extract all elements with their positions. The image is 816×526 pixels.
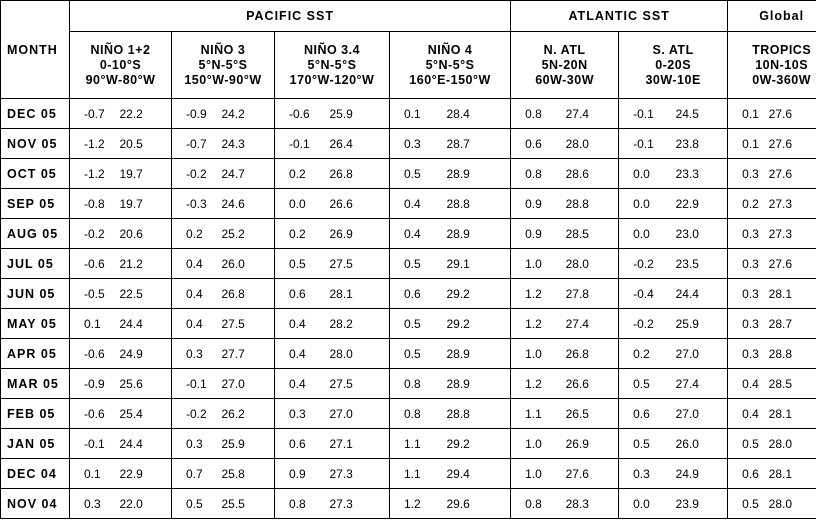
anomaly-cell: 0.4 bbox=[275, 309, 330, 339]
sst-value-cell: 22.9 bbox=[676, 189, 728, 219]
table-body bbox=[1, 99, 816, 519]
anomaly-cell: 0.0 bbox=[619, 189, 676, 219]
month-label: JAN 05 bbox=[1, 429, 70, 459]
anomaly-cell: -0.3 bbox=[172, 189, 222, 219]
sst-value-cell: 28.9 bbox=[447, 369, 511, 399]
anomaly-cell: -0.5 bbox=[70, 279, 120, 309]
group-header-row bbox=[1, 1, 816, 32]
sst-value-cell: 24.4 bbox=[120, 429, 172, 459]
sst-value-cell: 27.1 bbox=[330, 429, 390, 459]
anomaly-cell: -0.2 bbox=[172, 159, 222, 189]
region-header-line: 0-20S bbox=[655, 57, 692, 72]
table-row bbox=[1, 369, 816, 399]
sst-value-cell: 22.5 bbox=[120, 279, 172, 309]
month-label: FEB 05 bbox=[1, 399, 70, 429]
sst-value-cell: 26.0 bbox=[222, 249, 275, 279]
sst-value-cell: 26.6 bbox=[330, 189, 390, 219]
sst-value-cell: 27.4 bbox=[566, 309, 619, 339]
sst-value-cell: 27.0 bbox=[676, 399, 728, 429]
anomaly-cell: -1.2 bbox=[70, 159, 120, 189]
anomaly-cell: 0.0 bbox=[619, 489, 676, 519]
anomaly-cell: -0.2 bbox=[619, 249, 676, 279]
sst-value-cell: 28.8 bbox=[566, 189, 619, 219]
month-label: DEC 04 bbox=[1, 459, 70, 489]
month-label: MAY 05 bbox=[1, 309, 70, 339]
anomaly-cell: 0.5 bbox=[728, 429, 769, 459]
sst-value-cell: 19.7 bbox=[120, 189, 172, 219]
anomaly-cell: 0.6 bbox=[728, 459, 769, 489]
sst-value-cell: 28.0 bbox=[566, 249, 619, 279]
region-header-line: TROPICS bbox=[752, 42, 812, 57]
sst-value-cell: 26.9 bbox=[566, 429, 619, 459]
table-row bbox=[1, 399, 816, 429]
sst-value-cell: 25.6 bbox=[120, 369, 172, 399]
sst-value-cell: 23.0 bbox=[676, 219, 728, 249]
anomaly-cell: -0.4 bbox=[619, 279, 676, 309]
anomaly-cell: -0.2 bbox=[70, 219, 120, 249]
region-header-line: NIÑO 3.4 bbox=[303, 42, 361, 57]
sst-value-cell: 28.1 bbox=[769, 279, 816, 309]
anomaly-cell: 0.4 bbox=[390, 189, 447, 219]
sst-value-cell: 25.2 bbox=[222, 219, 275, 249]
anomaly-cell: 0.5 bbox=[619, 369, 676, 399]
sst-value-cell: 28.0 bbox=[330, 339, 390, 369]
anomaly-cell: 0.3 bbox=[390, 129, 447, 159]
sst-value-cell: 27.6 bbox=[769, 99, 816, 129]
group-header-pacific: PACIFIC SST bbox=[70, 1, 511, 32]
sst-value-cell: 24.9 bbox=[120, 339, 172, 369]
anomaly-cell: -0.7 bbox=[172, 129, 222, 159]
anomaly-cell: 0.4 bbox=[390, 219, 447, 249]
anomaly-cell: 0.5 bbox=[172, 489, 222, 519]
sst-value-cell: 24.9 bbox=[676, 459, 728, 489]
anomaly-cell: -0.1 bbox=[172, 369, 222, 399]
sst-value-cell: 24.4 bbox=[676, 279, 728, 309]
region-header-line: 150°W-90°W bbox=[184, 72, 262, 87]
sst-value-cell: 26.8 bbox=[222, 279, 275, 309]
month-label: AUG 05 bbox=[1, 219, 70, 249]
anomaly-cell: 0.2 bbox=[172, 219, 222, 249]
region-header-line: 5N-20N bbox=[541, 57, 588, 72]
sst-value-cell: 22.0 bbox=[120, 489, 172, 519]
table-row bbox=[1, 99, 816, 129]
anomaly-cell: -0.9 bbox=[70, 369, 120, 399]
sst-value-cell: 28.7 bbox=[769, 309, 816, 339]
anomaly-cell: -0.9 bbox=[172, 99, 222, 129]
anomaly-cell: 0.7 bbox=[172, 459, 222, 489]
region-header-line: 90°W-80°W bbox=[85, 72, 156, 87]
month-label: NOV 04 bbox=[1, 489, 70, 519]
anomaly-cell: -1.2 bbox=[70, 129, 120, 159]
anomaly-cell: 0.5 bbox=[390, 339, 447, 369]
anomaly-cell: 0.3 bbox=[619, 459, 676, 489]
sst-value-cell: 24.6 bbox=[222, 189, 275, 219]
region-header-line: 30W-10E bbox=[645, 72, 701, 87]
sst-value-cell: 27.5 bbox=[330, 369, 390, 399]
sst-value-cell: 27.0 bbox=[330, 399, 390, 429]
anomaly-cell: 0.2 bbox=[619, 339, 676, 369]
anomaly-cell: 0.4 bbox=[728, 369, 769, 399]
anomaly-cell: -0.7 bbox=[70, 99, 120, 129]
anomaly-cell: 1.1 bbox=[511, 399, 566, 429]
anomaly-cell: 0.0 bbox=[619, 159, 676, 189]
anomaly-cell: -0.8 bbox=[70, 189, 120, 219]
sst-value-cell: 27.3 bbox=[769, 189, 816, 219]
sst-value-cell: 29.1 bbox=[447, 249, 511, 279]
region-header-line: 5°N-5°S bbox=[198, 57, 248, 72]
anomaly-cell: 0.2 bbox=[275, 219, 330, 249]
anomaly-cell: 0.0 bbox=[619, 219, 676, 249]
month-label: OCT 05 bbox=[1, 159, 70, 189]
anomaly-cell: 0.5 bbox=[275, 249, 330, 279]
sst-value-cell: 26.6 bbox=[566, 369, 619, 399]
anomaly-cell: 0.3 bbox=[275, 399, 330, 429]
month-label: JUL 05 bbox=[1, 249, 70, 279]
sst-value-cell: 28.1 bbox=[769, 399, 816, 429]
region-header-line: N. ATL bbox=[543, 42, 586, 57]
anomaly-cell: 0.3 bbox=[172, 339, 222, 369]
anomaly-cell: -0.1 bbox=[70, 429, 120, 459]
sst-value-cell: 29.6 bbox=[447, 489, 511, 519]
sst-value-cell: 27.7 bbox=[222, 339, 275, 369]
sst-value-cell: 27.6 bbox=[769, 249, 816, 279]
sst-value-cell: 26.8 bbox=[330, 159, 390, 189]
sst-value-cell: 26.5 bbox=[566, 399, 619, 429]
anomaly-cell: 1.1 bbox=[390, 429, 447, 459]
sst-value-cell: 28.7 bbox=[447, 129, 511, 159]
sst-value-cell: 28.8 bbox=[447, 189, 511, 219]
sst-value-cell: 28.3 bbox=[566, 489, 619, 519]
anomaly-cell: -0.6 bbox=[275, 99, 330, 129]
anomaly-cell: 1.2 bbox=[511, 369, 566, 399]
sst-value-cell: 29.2 bbox=[447, 429, 511, 459]
region-header-line: 0W-360W bbox=[752, 72, 812, 87]
anomaly-cell: 0.6 bbox=[619, 399, 676, 429]
region-header-line: 160°E-150°W bbox=[409, 72, 491, 87]
month-label: SEP 05 bbox=[1, 189, 70, 219]
sst-value-cell: 19.7 bbox=[120, 159, 172, 189]
sst-value-cell: 28.5 bbox=[566, 219, 619, 249]
anomaly-cell: 0.0 bbox=[275, 189, 330, 219]
anomaly-cell: 1.0 bbox=[511, 339, 566, 369]
sst-value-cell: 23.8 bbox=[676, 129, 728, 159]
sst-value-cell: 25.8 bbox=[222, 459, 275, 489]
anomaly-cell: 0.1 bbox=[728, 129, 769, 159]
region-header-line: 60W-30W bbox=[535, 72, 595, 87]
table-row bbox=[1, 189, 816, 219]
sst-value-cell: 24.2 bbox=[222, 99, 275, 129]
anomaly-cell: 0.3 bbox=[728, 339, 769, 369]
sst-value-cell: 27.6 bbox=[769, 159, 816, 189]
region-header-line: NIÑO 3 bbox=[200, 42, 246, 57]
table-row bbox=[1, 219, 816, 249]
sst-value-cell: 27.0 bbox=[676, 339, 728, 369]
anomaly-cell: 0.6 bbox=[511, 129, 566, 159]
month-label: NOV 05 bbox=[1, 129, 70, 159]
anomaly-cell: -0.1 bbox=[619, 129, 676, 159]
anomaly-cell: -0.6 bbox=[70, 399, 120, 429]
sst-value-cell: 24.7 bbox=[222, 159, 275, 189]
month-label: DEC 05 bbox=[1, 99, 70, 129]
region-header-line: S. ATL bbox=[652, 42, 694, 57]
anomaly-cell: 0.8 bbox=[275, 489, 330, 519]
anomaly-cell: 0.1 bbox=[390, 99, 447, 129]
sst-value-cell: 28.4 bbox=[447, 99, 511, 129]
sst-value-cell: 24.5 bbox=[676, 99, 728, 129]
anomaly-cell: 0.3 bbox=[728, 249, 769, 279]
anomaly-cell: 0.5 bbox=[390, 159, 447, 189]
table-row bbox=[1, 489, 816, 519]
table-row bbox=[1, 159, 816, 189]
sst-value-cell: 25.9 bbox=[222, 429, 275, 459]
region-header bbox=[172, 32, 275, 99]
table-row bbox=[1, 459, 816, 489]
anomaly-cell: 0.4 bbox=[172, 309, 222, 339]
anomaly-cell: 0.9 bbox=[511, 189, 566, 219]
region-header-line: 10N-10S bbox=[755, 57, 809, 72]
anomaly-cell: 0.4 bbox=[172, 249, 222, 279]
anomaly-cell: 0.8 bbox=[390, 369, 447, 399]
sst-value-cell: 28.8 bbox=[769, 339, 816, 369]
sst-value-cell: 28.5 bbox=[769, 369, 816, 399]
anomaly-cell: 0.3 bbox=[728, 159, 769, 189]
sst-value-cell: 27.5 bbox=[330, 249, 390, 279]
sst-value-cell: 23.9 bbox=[676, 489, 728, 519]
sst-value-cell: 27.6 bbox=[769, 129, 816, 159]
table-row bbox=[1, 339, 816, 369]
sst-value-cell: 24.4 bbox=[120, 309, 172, 339]
sst-value-cell: 28.6 bbox=[566, 159, 619, 189]
table-row bbox=[1, 129, 816, 159]
month-column-header: MONTH bbox=[1, 1, 70, 99]
region-header-line: 5°N-5°S bbox=[307, 57, 357, 72]
anomaly-cell: 0.3 bbox=[172, 429, 222, 459]
sst-value-cell: 28.1 bbox=[769, 459, 816, 489]
anomaly-cell: 1.2 bbox=[390, 489, 447, 519]
sst-value-cell: 28.0 bbox=[566, 129, 619, 159]
table-row bbox=[1, 309, 816, 339]
anomaly-cell: 0.8 bbox=[511, 99, 566, 129]
sst-value-cell: 25.9 bbox=[330, 99, 390, 129]
sst-value-cell: 27.3 bbox=[330, 489, 390, 519]
sst-value-cell: 23.3 bbox=[676, 159, 728, 189]
anomaly-cell: 0.3 bbox=[728, 219, 769, 249]
sst-value-cell: 21.2 bbox=[120, 249, 172, 279]
anomaly-cell: 0.4 bbox=[275, 369, 330, 399]
sst-value-cell: 28.9 bbox=[447, 339, 511, 369]
table-row bbox=[1, 249, 816, 279]
sst-value-cell: 20.5 bbox=[120, 129, 172, 159]
anomaly-cell: 0.5 bbox=[728, 489, 769, 519]
anomaly-cell: 0.1 bbox=[70, 309, 120, 339]
anomaly-cell: -0.2 bbox=[172, 399, 222, 429]
region-header bbox=[70, 32, 172, 99]
anomaly-cell: 0.4 bbox=[172, 279, 222, 309]
sst-value-cell: 29.2 bbox=[447, 309, 511, 339]
region-header-line: NIÑO 4 bbox=[427, 42, 473, 57]
sst-value-cell: 22.9 bbox=[120, 459, 172, 489]
sst-value-cell: 27.0 bbox=[222, 369, 275, 399]
anomaly-cell: 1.2 bbox=[511, 279, 566, 309]
sst-value-cell: 25.4 bbox=[120, 399, 172, 429]
sst-value-cell: 28.0 bbox=[769, 489, 816, 519]
sst-value-cell: 25.9 bbox=[676, 309, 728, 339]
anomaly-cell: 0.6 bbox=[275, 429, 330, 459]
sst-value-cell: 28.8 bbox=[447, 399, 511, 429]
anomaly-cell: 0.9 bbox=[275, 459, 330, 489]
sst-value-cell: 27.8 bbox=[566, 279, 619, 309]
anomaly-cell: 0.8 bbox=[511, 159, 566, 189]
sst-value-cell: 26.2 bbox=[222, 399, 275, 429]
sst-value-cell: 24.3 bbox=[222, 129, 275, 159]
anomaly-cell: 0.3 bbox=[728, 309, 769, 339]
sst-value-cell: 28.9 bbox=[447, 159, 511, 189]
region-header-line: 0-10°S bbox=[99, 57, 142, 72]
region-header-row bbox=[1, 32, 816, 99]
anomaly-cell: 0.6 bbox=[390, 279, 447, 309]
sst-value-cell: 22.2 bbox=[120, 99, 172, 129]
anomaly-cell: 0.1 bbox=[70, 459, 120, 489]
sst-value-cell: 23.5 bbox=[676, 249, 728, 279]
anomaly-cell: -0.6 bbox=[70, 249, 120, 279]
sst-value-cell: 28.0 bbox=[769, 429, 816, 459]
month-label: APR 05 bbox=[1, 339, 70, 369]
anomaly-cell: -0.2 bbox=[619, 309, 676, 339]
anomaly-cell: 0.6 bbox=[275, 279, 330, 309]
sst-value-cell: 26.4 bbox=[330, 129, 390, 159]
region-header bbox=[511, 32, 619, 99]
sst-value-cell: 28.9 bbox=[447, 219, 511, 249]
group-header-global: Global bbox=[728, 1, 816, 32]
anomaly-cell: 0.8 bbox=[390, 399, 447, 429]
region-header-line: 5°N-5°S bbox=[425, 57, 475, 72]
anomaly-cell: 1.1 bbox=[390, 459, 447, 489]
region-header bbox=[619, 32, 728, 99]
anomaly-cell: 0.5 bbox=[390, 249, 447, 279]
table-row bbox=[1, 279, 816, 309]
group-header-atlantic: ATLANTIC SST bbox=[511, 1, 728, 32]
anomaly-cell: -0.1 bbox=[619, 99, 676, 129]
region-header bbox=[390, 32, 511, 99]
sst-value-cell: 27.4 bbox=[676, 369, 728, 399]
anomaly-cell: 0.4 bbox=[275, 339, 330, 369]
sst-value-cell: 27.3 bbox=[769, 219, 816, 249]
sst-value-cell: 25.5 bbox=[222, 489, 275, 519]
sst-value-cell: 27.3 bbox=[330, 459, 390, 489]
anomaly-cell: 0.9 bbox=[511, 219, 566, 249]
region-header bbox=[728, 32, 816, 99]
anomaly-cell: -0.1 bbox=[275, 129, 330, 159]
anomaly-cell: 0.3 bbox=[728, 279, 769, 309]
anomaly-cell: 1.0 bbox=[511, 429, 566, 459]
table-row bbox=[1, 429, 816, 459]
anomaly-cell: 0.3 bbox=[70, 489, 120, 519]
month-label: MAR 05 bbox=[1, 369, 70, 399]
anomaly-cell: 0.5 bbox=[390, 309, 447, 339]
region-header-line: 170°W-120°W bbox=[289, 72, 375, 87]
sst-value-cell: 26.0 bbox=[676, 429, 728, 459]
region-header bbox=[275, 32, 390, 99]
sst-value-cell: 27.5 bbox=[222, 309, 275, 339]
sst-value-cell: 27.4 bbox=[566, 99, 619, 129]
anomaly-cell: 1.2 bbox=[511, 309, 566, 339]
sst-value-cell: 28.2 bbox=[330, 309, 390, 339]
anomaly-cell: 1.0 bbox=[511, 249, 566, 279]
anomaly-cell: 0.4 bbox=[728, 399, 769, 429]
region-header-line: NIÑO 1+2 bbox=[90, 42, 151, 57]
sst-value-cell: 26.9 bbox=[330, 219, 390, 249]
anomaly-cell: 1.0 bbox=[511, 459, 566, 489]
sst-value-cell: 29.4 bbox=[447, 459, 511, 489]
anomaly-cell: 0.5 bbox=[619, 429, 676, 459]
sst-value-cell: 29.2 bbox=[447, 279, 511, 309]
anomaly-cell: 0.1 bbox=[728, 99, 769, 129]
sst-value-cell: 28.1 bbox=[330, 279, 390, 309]
sst-value-cell: 20.6 bbox=[120, 219, 172, 249]
anomaly-cell: 0.2 bbox=[728, 189, 769, 219]
anomaly-cell: 0.8 bbox=[511, 489, 566, 519]
anomaly-cell: 0.2 bbox=[275, 159, 330, 189]
anomaly-cell: -0.6 bbox=[70, 339, 120, 369]
sst-value-cell: 27.6 bbox=[566, 459, 619, 489]
sst-value-cell: 26.8 bbox=[566, 339, 619, 369]
month-label: JUN 05 bbox=[1, 279, 70, 309]
